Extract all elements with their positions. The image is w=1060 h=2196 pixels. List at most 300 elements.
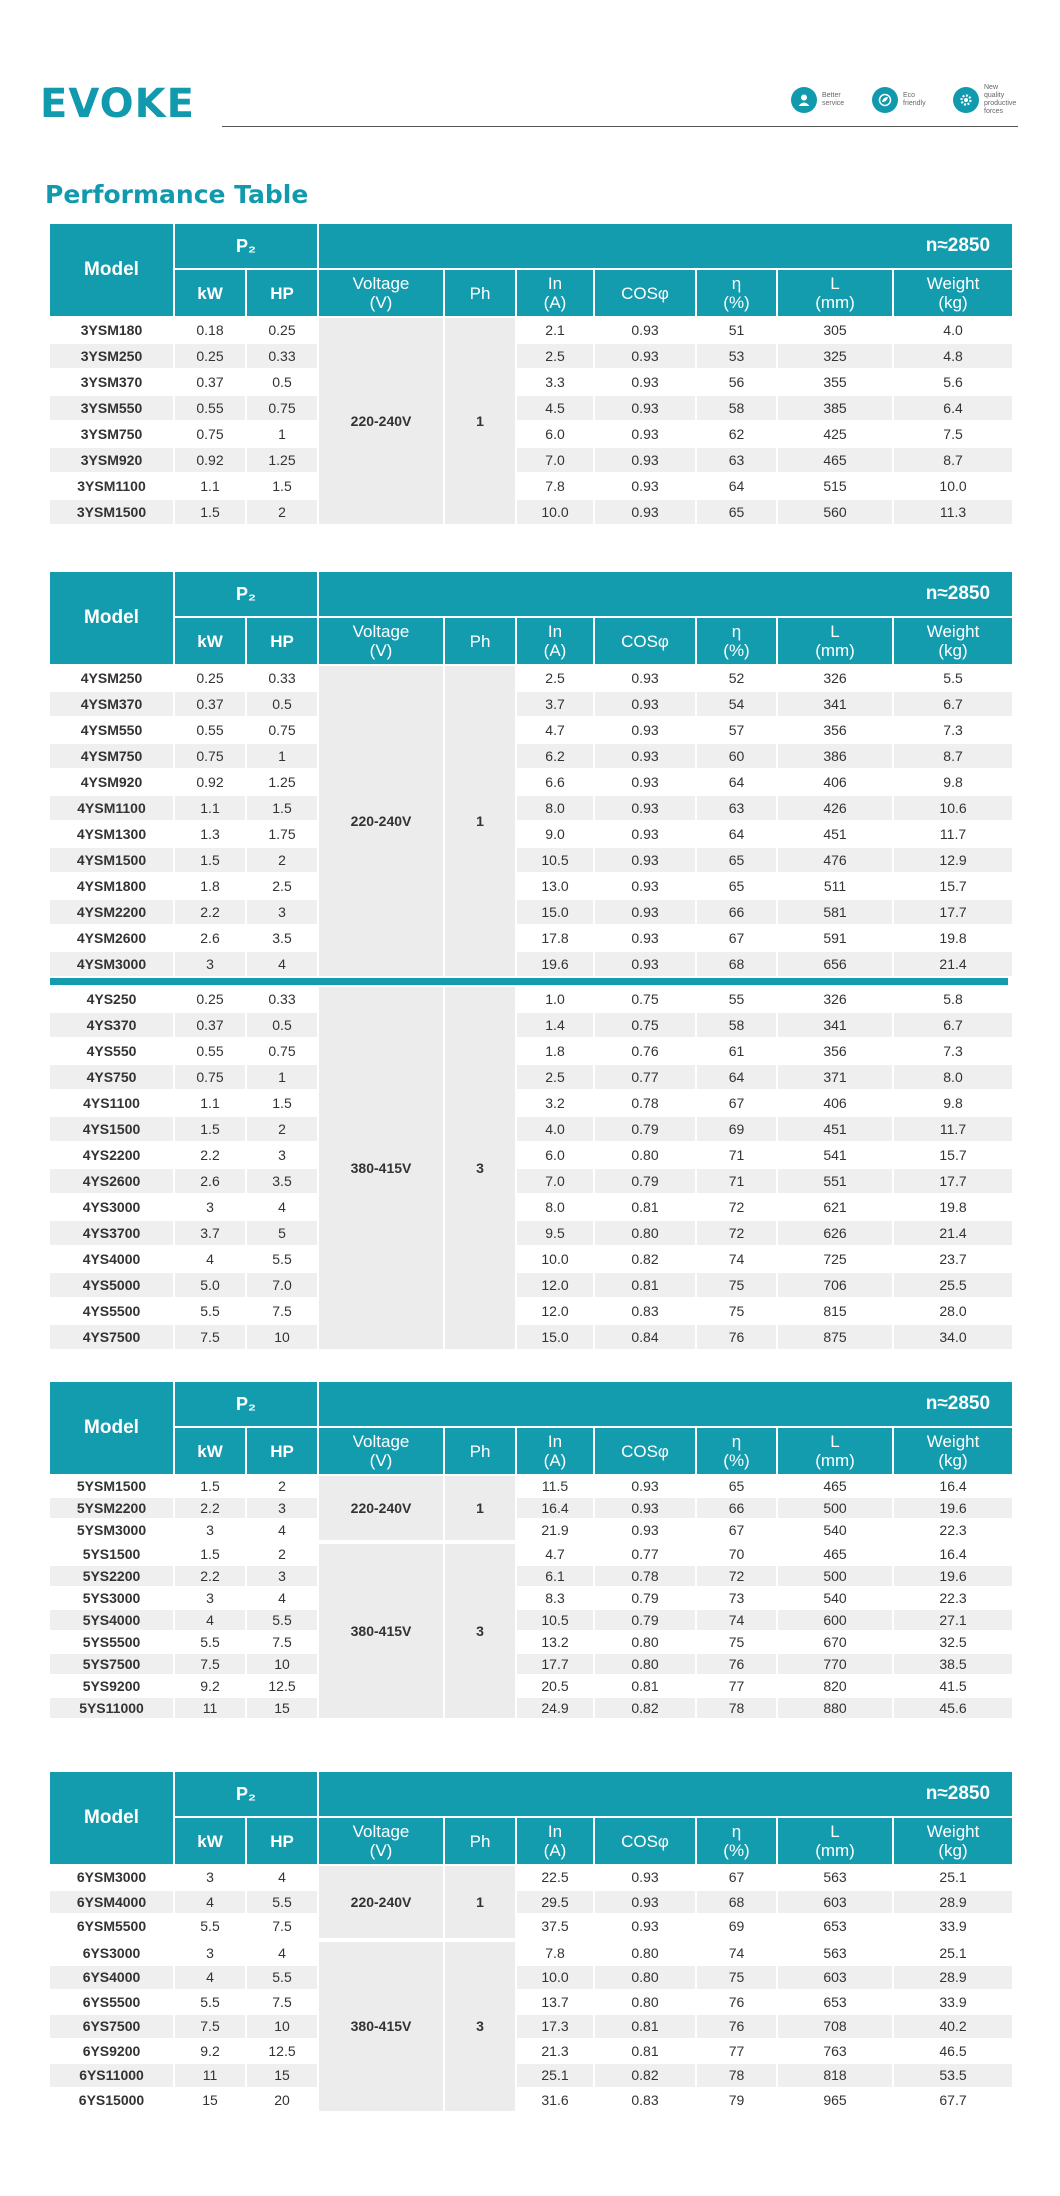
efficiency-cell: 67 [697,1091,776,1115]
efficiency-cell: 60 [697,744,776,768]
motor-table [48,1542,1014,1720]
efficiency-cell: 67 [697,1520,776,1540]
weight-cell: 10.6 [894,796,1012,820]
phase-cell: 3 [445,1544,515,1718]
efficiency-cell: 52 [697,666,776,690]
power-factor-cell: 0.82 [595,1698,695,1718]
model-cell: 4YS250 [50,987,173,1011]
current-cell: 21.9 [517,1520,593,1540]
kw-header: kW [175,618,245,664]
efficiency-cell: 76 [697,2015,776,2038]
phase-cell: 1 [445,1866,515,1938]
hp-cell: 0.33 [247,987,317,1011]
model-cell: 5YSM3000 [50,1520,173,1540]
hp-cell: 4 [247,1195,317,1219]
voltage-header: Voltage (V) [319,270,443,316]
current-cell: 7.0 [517,448,593,472]
model-cell: 4YS370 [50,1013,173,1037]
weight-cell: 23.7 [894,1247,1012,1271]
current-cell: 8.0 [517,1195,593,1219]
weight-cell: 11.3 [894,500,1012,524]
efficiency-header: η (%) [697,618,776,664]
motor-table [48,1380,1014,1542]
power-factor-cell: 0.93 [595,1866,695,1889]
model-cell: 6YS15000 [50,2089,173,2112]
efficiency-cell: 75 [697,1632,776,1652]
table-row [50,396,1012,420]
current-header: In (A) [517,618,593,664]
hp-cell: 0.5 [247,692,317,716]
weight-cell: 15.7 [894,1143,1012,1167]
length-cell: 708 [778,2015,892,2038]
performance-table [48,222,1010,526]
table-row [50,1566,1012,1586]
model-cell: 4YSM1100 [50,796,173,820]
table-row [50,1632,1012,1652]
length-cell: 603 [778,1966,892,1989]
length-cell: 603 [778,1891,892,1914]
table-row [50,344,1012,368]
model-cell: 5YS5500 [50,1632,173,1652]
weight-cell: 34.0 [894,1325,1012,1349]
efficiency-cell: 58 [697,1013,776,1037]
table-row [50,1143,1012,1167]
efficiency-cell: 64 [697,770,776,794]
model-cell: 5YS3000 [50,1588,173,1608]
phase-header: Ph [445,618,515,664]
weight-cell: 53.5 [894,2064,1012,2087]
table-row [50,1520,1012,1540]
current-cell: 10.5 [517,1610,593,1630]
current-cell: 2.1 [517,318,593,342]
weight-cell: 21.4 [894,952,1012,976]
power-factor-cell: 0.81 [595,1195,695,1219]
hp-cell: 0.5 [247,370,317,394]
power-factor-cell: 0.81 [595,1273,695,1297]
voltage-cell: 220-240V [319,318,443,524]
length-cell: 326 [778,666,892,690]
power-factor-cell: 0.79 [595,1610,695,1630]
kw-cell: 0.25 [175,987,245,1011]
table-row [50,1091,1012,1115]
length-cell: 653 [778,1991,892,2014]
hp-cell: 3.5 [247,1169,317,1193]
weight-header: Weight (kg) [894,1818,1012,1864]
hp-cell: 0.25 [247,318,317,342]
header-row [50,1382,1012,1426]
current-cell: 10.0 [517,1247,593,1271]
model-cell: 4YSM1500 [50,848,173,872]
power-factor-cell: 0.81 [595,2015,695,2038]
hp-cell: 4 [247,1866,317,1889]
table-row [50,1966,1012,1989]
table-row [50,1676,1012,1696]
table-row [50,2064,1012,2087]
model-cell: 5YS1500 [50,1544,173,1564]
model-cell: 3YSM370 [50,370,173,394]
kw-cell: 1.1 [175,474,245,498]
weight-cell: 4.8 [894,344,1012,368]
motor-table [48,1940,1014,2114]
efficiency-cell: 55 [697,987,776,1011]
power-factor-cell: 0.93 [595,952,695,976]
voltage-cell: 220-240V [319,1866,443,1938]
kw-cell: 3 [175,1942,245,1965]
length-cell: 560 [778,500,892,524]
length-cell: 500 [778,1566,892,1586]
efficiency-cell: 79 [697,2089,776,2112]
table-row [50,692,1012,716]
table-row [50,987,1012,1011]
weight-cell: 41.5 [894,1676,1012,1696]
header-row [50,224,1012,268]
power-factor-cell: 0.82 [595,1247,695,1271]
hp-cell: 10 [247,1325,317,1349]
model-cell: 4YS3700 [50,1221,173,1245]
hp-cell: 0.5 [247,1013,317,1037]
length-cell: 763 [778,2040,892,2063]
power-factor-cell: 0.93 [595,500,695,524]
model-cell: 3YSM920 [50,448,173,472]
weight-cell: 32.5 [894,1632,1012,1652]
table-row [50,796,1012,820]
weight-cell: 11.7 [894,1117,1012,1141]
power-factor-cell: 0.81 [595,2040,695,2063]
efficiency-cell: 78 [697,2064,776,2087]
power-factor-cell: 0.93 [595,318,695,342]
hp-cell: 0.75 [247,396,317,420]
kw-cell: 0.55 [175,396,245,420]
hp-cell: 4 [247,1588,317,1608]
voltage-cell: 220-240V [319,666,443,976]
kw-cell: 7.5 [175,1325,245,1349]
current-cell: 16.4 [517,1498,593,1518]
efficiency-cell: 64 [697,1065,776,1089]
kw-cell: 0.75 [175,422,245,446]
current-cell: 3.2 [517,1091,593,1115]
power-factor-cell: 0.78 [595,1091,695,1115]
kw-cell: 5.5 [175,1299,245,1323]
power-factor-cell: 0.93 [595,692,695,716]
power-factor-cell: 0.76 [595,1039,695,1063]
power-factor-cell: 0.93 [595,926,695,950]
current-cell: 2.5 [517,666,593,690]
current-cell: 37.5 [517,1915,593,1938]
hp-cell: 2 [247,848,317,872]
hp-cell: 1.5 [247,1091,317,1115]
table-row [50,1221,1012,1245]
weight-cell: 7.3 [894,718,1012,742]
length-cell: 305 [778,318,892,342]
badge-better-service [791,84,856,116]
table-row [50,952,1012,976]
hp-header: HP [247,618,317,664]
table-row [50,1325,1012,1349]
current-cell: 10.0 [517,1966,593,1989]
efficiency-header: η (%) [697,1818,776,1864]
current-cell: 4.7 [517,718,593,742]
weight-cell: 8.7 [894,448,1012,472]
speed-header: n≈2850 [319,572,1012,616]
kw-cell: 1.8 [175,874,245,898]
current-cell: 7.8 [517,474,593,498]
efficiency-cell: 63 [697,448,776,472]
hp-cell: 5.5 [247,1610,317,1630]
kw-cell: 15 [175,2089,245,2112]
power-factor-cell: 0.80 [595,1966,695,1989]
hp-cell: 7.5 [247,1991,317,2014]
badge-eco-friendly [872,84,937,116]
current-cell: 10.5 [517,848,593,872]
weight-cell: 16.4 [894,1544,1012,1564]
efficiency-cell: 71 [697,1143,776,1167]
hp-cell: 7.5 [247,1915,317,1938]
current-cell: 1.8 [517,1039,593,1063]
length-cell: 581 [778,900,892,924]
length-header: L (mm) [778,618,892,664]
length-cell: 371 [778,1065,892,1089]
current-header: In (A) [517,1428,593,1474]
kw-cell: 1.5 [175,500,245,524]
length-cell: 385 [778,396,892,420]
current-cell: 25.1 [517,2064,593,2087]
efficiency-cell: 65 [697,1476,776,1496]
voltage-cell: 380-415V [319,1544,443,1718]
model-cell: 4YS1100 [50,1091,173,1115]
kw-cell: 0.37 [175,370,245,394]
voltage-cell: 380-415V [319,1942,443,2112]
kw-cell: 0.75 [175,744,245,768]
header-row [50,572,1012,616]
subheader-row [50,1818,1012,1864]
power-factor-cell: 0.80 [595,1143,695,1167]
length-cell: 541 [778,1143,892,1167]
model-cell: 4YS7500 [50,1325,173,1349]
length-cell: 511 [778,874,892,898]
kw-cell: 3.7 [175,1221,245,1245]
weight-cell: 17.7 [894,900,1012,924]
efficiency-cell: 75 [697,1966,776,1989]
feature-badges [791,84,1018,116]
weight-cell: 67.7 [894,2089,1012,2112]
phase-header: Ph [445,1428,515,1474]
kw-cell: 3 [175,1588,245,1608]
model-cell: 3YSM180 [50,318,173,342]
efficiency-cell: 68 [697,952,776,976]
power-factor-cell: 0.80 [595,1632,695,1652]
hp-cell: 1 [247,422,317,446]
power-factor-cell: 0.93 [595,770,695,794]
motor-table [48,222,1014,526]
length-cell: 425 [778,422,892,446]
model-cell: 4YSM370 [50,692,173,716]
model-cell: 6YS7500 [50,2015,173,2038]
hp-cell: 7.0 [247,1273,317,1297]
kw-cell: 3 [175,1195,245,1219]
p2-header: P₂ [175,1772,317,1816]
model-cell: 4YS1500 [50,1117,173,1141]
efficiency-cell: 57 [697,718,776,742]
length-cell: 600 [778,1610,892,1630]
hp-cell: 0.33 [247,344,317,368]
efficiency-cell: 65 [697,848,776,872]
kw-cell: 0.37 [175,1013,245,1037]
weight-cell: 25.1 [894,1866,1012,1889]
current-cell: 13.2 [517,1632,593,1652]
current-cell: 12.0 [517,1299,593,1323]
efficiency-cell: 65 [697,500,776,524]
power-factor-header: COSφ [595,1428,695,1474]
current-cell: 9.5 [517,1221,593,1245]
current-cell: 9.0 [517,822,593,846]
model-cell: 4YS2200 [50,1143,173,1167]
efficiency-cell: 76 [697,1991,776,2014]
length-cell: 820 [778,1676,892,1696]
table-row [50,1991,1012,2014]
power-factor-cell: 0.78 [595,1566,695,1586]
weight-cell: 21.4 [894,1221,1012,1245]
subheader-row [50,618,1012,664]
hp-cell: 4 [247,1520,317,1540]
length-cell: 670 [778,1632,892,1652]
current-cell: 13.7 [517,1991,593,2014]
model-cell: 5YS11000 [50,1698,173,1718]
speed-header: n≈2850 [319,1772,1012,1816]
kw-cell: 11 [175,2064,245,2087]
power-factor-cell: 0.75 [595,987,695,1011]
efficiency-cell: 66 [697,900,776,924]
hp-cell: 1.25 [247,770,317,794]
power-factor-cell: 0.80 [595,1654,695,1674]
badge-quality [953,84,1018,116]
table-row [50,874,1012,898]
current-cell: 7.0 [517,1169,593,1193]
model-cell: 4YSM250 [50,666,173,690]
current-cell: 20.5 [517,1676,593,1696]
weight-cell: 6.4 [894,396,1012,420]
hp-cell: 2 [247,1476,317,1496]
table-row [50,718,1012,742]
weight-header: Weight (kg) [894,1428,1012,1474]
power-factor-header: COSφ [595,1818,695,1864]
table-row [50,822,1012,846]
p2-header: P₂ [175,224,317,268]
efficiency-cell: 63 [697,796,776,820]
efficiency-header: η (%) [697,1428,776,1474]
length-cell: 563 [778,1942,892,1965]
table-row [50,1013,1012,1037]
current-cell: 6.0 [517,1143,593,1167]
table-row [50,2089,1012,2112]
phase-header: Ph [445,270,515,316]
model-cell: 6YSM5500 [50,1915,173,1938]
kw-cell: 4 [175,1891,245,1914]
weight-header: Weight (kg) [894,618,1012,664]
hp-cell: 0.33 [247,666,317,690]
model-cell: 6YSM3000 [50,1866,173,1889]
table-row [50,1698,1012,1718]
hp-cell: 3 [247,1143,317,1167]
model-cell: 4YS3000 [50,1195,173,1219]
person-icon [791,87,817,113]
current-cell: 4.5 [517,396,593,420]
table-row [50,926,1012,950]
hp-header: HP [247,270,317,316]
table-row [50,422,1012,446]
length-cell: 465 [778,1544,892,1564]
current-cell: 3.3 [517,370,593,394]
hp-cell: 4 [247,952,317,976]
table-row [50,1273,1012,1297]
badge-label: New quality productive forces [984,84,1017,115]
model-cell: 4YSM750 [50,744,173,768]
performance-table [48,570,1010,1351]
efficiency-cell: 67 [697,926,776,950]
kw-cell: 2.6 [175,1169,245,1193]
efficiency-cell: 77 [697,1676,776,1696]
efficiency-cell: 56 [697,370,776,394]
model-cell: 4YS5500 [50,1299,173,1323]
length-cell: 540 [778,1588,892,1608]
weight-cell: 4.0 [894,318,1012,342]
weight-cell: 22.3 [894,1520,1012,1540]
table-row [50,1588,1012,1608]
hp-cell: 3 [247,1498,317,1518]
current-cell: 21.3 [517,2040,593,2063]
kw-cell: 3 [175,1866,245,1889]
kw-cell: 3 [175,1520,245,1540]
weight-cell: 8.0 [894,1065,1012,1089]
length-cell: 725 [778,1247,892,1271]
power-factor-cell: 0.93 [595,344,695,368]
weight-cell: 19.6 [894,1566,1012,1586]
hp-cell: 7.5 [247,1632,317,1652]
table-row [50,1610,1012,1630]
efficiency-cell: 78 [697,1698,776,1718]
badge-label: Better service [822,92,845,107]
length-cell: 426 [778,796,892,820]
length-cell: 965 [778,2089,892,2112]
power-factor-cell: 0.93 [595,422,695,446]
kw-cell: 2.2 [175,1566,245,1586]
length-cell: 551 [778,1169,892,1193]
hp-cell: 7.5 [247,1299,317,1323]
speed-header: n≈2850 [319,224,1012,268]
model-header: Model [50,572,173,664]
hp-cell: 4 [247,1942,317,1965]
model-cell: 3YSM250 [50,344,173,368]
length-cell: 653 [778,1915,892,1938]
power-factor-cell: 0.77 [595,1065,695,1089]
current-cell: 24.9 [517,1698,593,1718]
weight-cell: 28.0 [894,1299,1012,1323]
kw-cell: 4 [175,1247,245,1271]
table-row [50,1654,1012,1674]
model-cell: 3YSM1500 [50,500,173,524]
power-factor-cell: 0.93 [595,666,695,690]
page-title: Performance Table [45,180,309,209]
efficiency-cell: 72 [697,1566,776,1586]
model-cell: 5YSM2200 [50,1498,173,1518]
current-cell: 2.5 [517,1065,593,1089]
kw-cell: 0.55 [175,1039,245,1063]
kw-cell: 2.2 [175,1143,245,1167]
power-factor-cell: 0.93 [595,1915,695,1938]
hp-cell: 2 [247,1117,317,1141]
weight-cell: 5.5 [894,666,1012,690]
hp-header: HP [247,1818,317,1864]
efficiency-cell: 77 [697,2040,776,2063]
